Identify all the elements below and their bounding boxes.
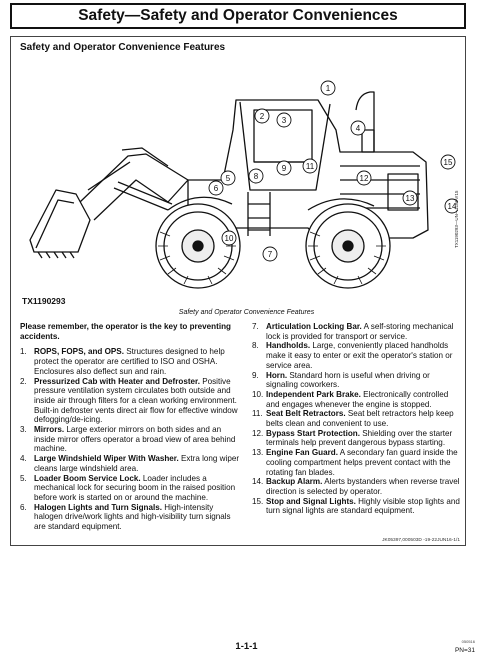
feature-item (252, 341, 462, 370)
callout-label-3: 3 (281, 116, 287, 125)
feature-description: High-intensity halogen drive/work lights and high-visibility turn signals are standard equipment. (34, 502, 231, 532)
feature-name: ROPS, FOPS, and OPS. (34, 347, 124, 357)
callout-label-12: 12 (359, 174, 369, 183)
feature-number: 9. (252, 370, 259, 380)
feature-description: Shielding over the starter terminals help prevent dangerous bypass starting. (266, 428, 453, 448)
feature-item (252, 477, 462, 496)
feature-text (34, 474, 242, 503)
feature-name: Halogen Lights and Turn Signals. (34, 502, 163, 512)
feature-text (34, 425, 242, 454)
figure-id: TX1190293 (22, 296, 66, 306)
feature-item (252, 390, 462, 409)
feature-list-left (20, 322, 242, 532)
feature-description: Large exterior mirrors on both sides and an inside mirror offers operator a broad view of area behind machine. (34, 425, 236, 454)
feature-description: Loader includes a mechanical lock for securing boom in the raised position before work is started on or around the machine. (34, 473, 236, 502)
feature-number: 6. (20, 502, 27, 512)
callout-label-14: 14 (447, 202, 457, 211)
feature-name: Mirrors. (34, 425, 65, 435)
feature-description: A self-storing mechanical lock is provided for transport or service. (266, 322, 454, 341)
feature-description: Positive pressure ventilation system circulates both outside and inside air through filters for a clean working environment. Built-in defroster vents direct air flow for effective window defogging/de-icing. (34, 376, 238, 425)
feature-description: Seat belt retractors help keep belts clean and convenient to use. (266, 409, 454, 429)
feature-item (20, 503, 242, 532)
feature-name: Engine Fan Guard. (266, 448, 338, 458)
feature-name: Backup Alarm. (266, 477, 323, 487)
callout-label-7: 7 (267, 250, 273, 259)
feature-name: Horn. (266, 370, 288, 380)
callout-label-13: 13 (405, 194, 415, 203)
feature-text (266, 341, 462, 370)
feature-text (34, 377, 242, 426)
feature-description: Extra long wiper cleans large windshield area. (34, 454, 240, 473)
feature-name: Large Windshield Wiper With Washer. (34, 454, 179, 464)
callout-label-6: 6 (213, 184, 219, 193)
feature-text (266, 409, 462, 428)
callout-label-4: 4 (355, 124, 361, 133)
pn-label: PN=31 (454, 647, 475, 654)
feature-name: Independent Park Brake. (266, 389, 361, 399)
wheel-loader-illustration (18, 70, 458, 296)
feature-item (252, 429, 462, 448)
feature-name: Handholds. (266, 341, 311, 351)
intro-text: Please remember, the operator is the key to preventing accidents. (20, 322, 231, 341)
callout-label-2: 2 (259, 112, 265, 121)
feature-text (266, 322, 462, 341)
feature-item (252, 448, 462, 477)
feature-description: Structures designed to help protect the operator are certified to ISO and OSHA. Enclosures also deflect sun and rain. (34, 347, 225, 376)
page-number: 1-1-1 (235, 641, 258, 652)
feature-number: 5. (20, 473, 27, 483)
feature-text (266, 371, 462, 390)
callout-label-9: 9 (281, 164, 287, 173)
feature-description: Large, conveniently placed handholds make it easy to enter or exit the operator's station or service area. (266, 341, 453, 370)
feature-number: 3. (20, 425, 27, 435)
feature-name: Seat Belt Retractors. (266, 409, 346, 419)
feature-description: Alerts bystanders when reverse travel direction is selected by operator. (266, 477, 460, 496)
feature-item (20, 425, 242, 454)
callout-label-1: 1 (325, 84, 331, 93)
feature-description: Highly visible stop lights and turn signal lights are standard equipment. (266, 496, 460, 516)
feature-name: Stop and Signal Lights. (266, 496, 356, 506)
feature-number: 2. (20, 376, 27, 386)
callout-label-11: 11 (305, 162, 315, 171)
feature-name: Articulation Locking Bar. (266, 322, 362, 331)
feature-text (34, 454, 242, 473)
section-title: Safety and Operator Convenience Features (20, 42, 226, 53)
feature-number: 15. (252, 496, 264, 506)
feature-description: A secondary fan guard inside the cooling compartment helps prevent contact with the rotating fan blades. (266, 448, 458, 477)
feature-text (266, 448, 462, 477)
feature-text (266, 390, 462, 409)
feature-item (252, 371, 462, 390)
feature-item (252, 497, 462, 516)
figure-code: TX1190293—UN—11MAY15 (454, 190, 459, 248)
feature-number: 10. (252, 389, 264, 399)
feature-number: 8. (252, 341, 259, 351)
footer-code: 050516 (461, 639, 475, 644)
feature-item (252, 322, 462, 341)
feature-number: 7. (252, 322, 259, 331)
feature-number: 4. (20, 454, 27, 464)
feature-item (20, 377, 242, 426)
callout-label-5: 5 (225, 174, 231, 183)
feature-text (34, 503, 242, 532)
feature-item (20, 454, 242, 473)
feature-description: Standard horn is useful when driving or signaling coworkers. (266, 370, 430, 390)
feature-number: 13. (252, 448, 264, 458)
feature-text (266, 477, 462, 496)
feature-name: Pressurized Cab with Heater and Defroster. (34, 376, 200, 386)
feature-number: 12. (252, 428, 264, 438)
feature-text (34, 347, 242, 376)
callout-label-15: 15 (443, 158, 453, 167)
feature-text (266, 497, 462, 516)
callout-label-10: 10 (224, 234, 234, 243)
figure-caption: Safety and Operator Convenience Features (178, 309, 315, 316)
feature-item (20, 474, 242, 503)
feature-item (20, 347, 242, 376)
feature-name: Loader Boom Service Lock. (34, 473, 141, 483)
document-reference: JK05397,000503D -19-22JUN16-1/1 (382, 538, 460, 543)
feature-list-right (252, 322, 462, 516)
feature-number: 11. (252, 409, 263, 419)
callout-label-8: 8 (253, 172, 259, 181)
feature-item (252, 409, 462, 428)
feature-description: Electronically controlled and engages whenever the engine is stopped. (266, 389, 449, 409)
feature-number: 1. (20, 347, 27, 357)
feature-name: Bypass Start Protection. (266, 428, 361, 438)
feature-text (266, 429, 462, 448)
feature-number: 14. (252, 477, 264, 487)
page-title: Safety—Safety and Operator Conveniences (10, 3, 466, 29)
